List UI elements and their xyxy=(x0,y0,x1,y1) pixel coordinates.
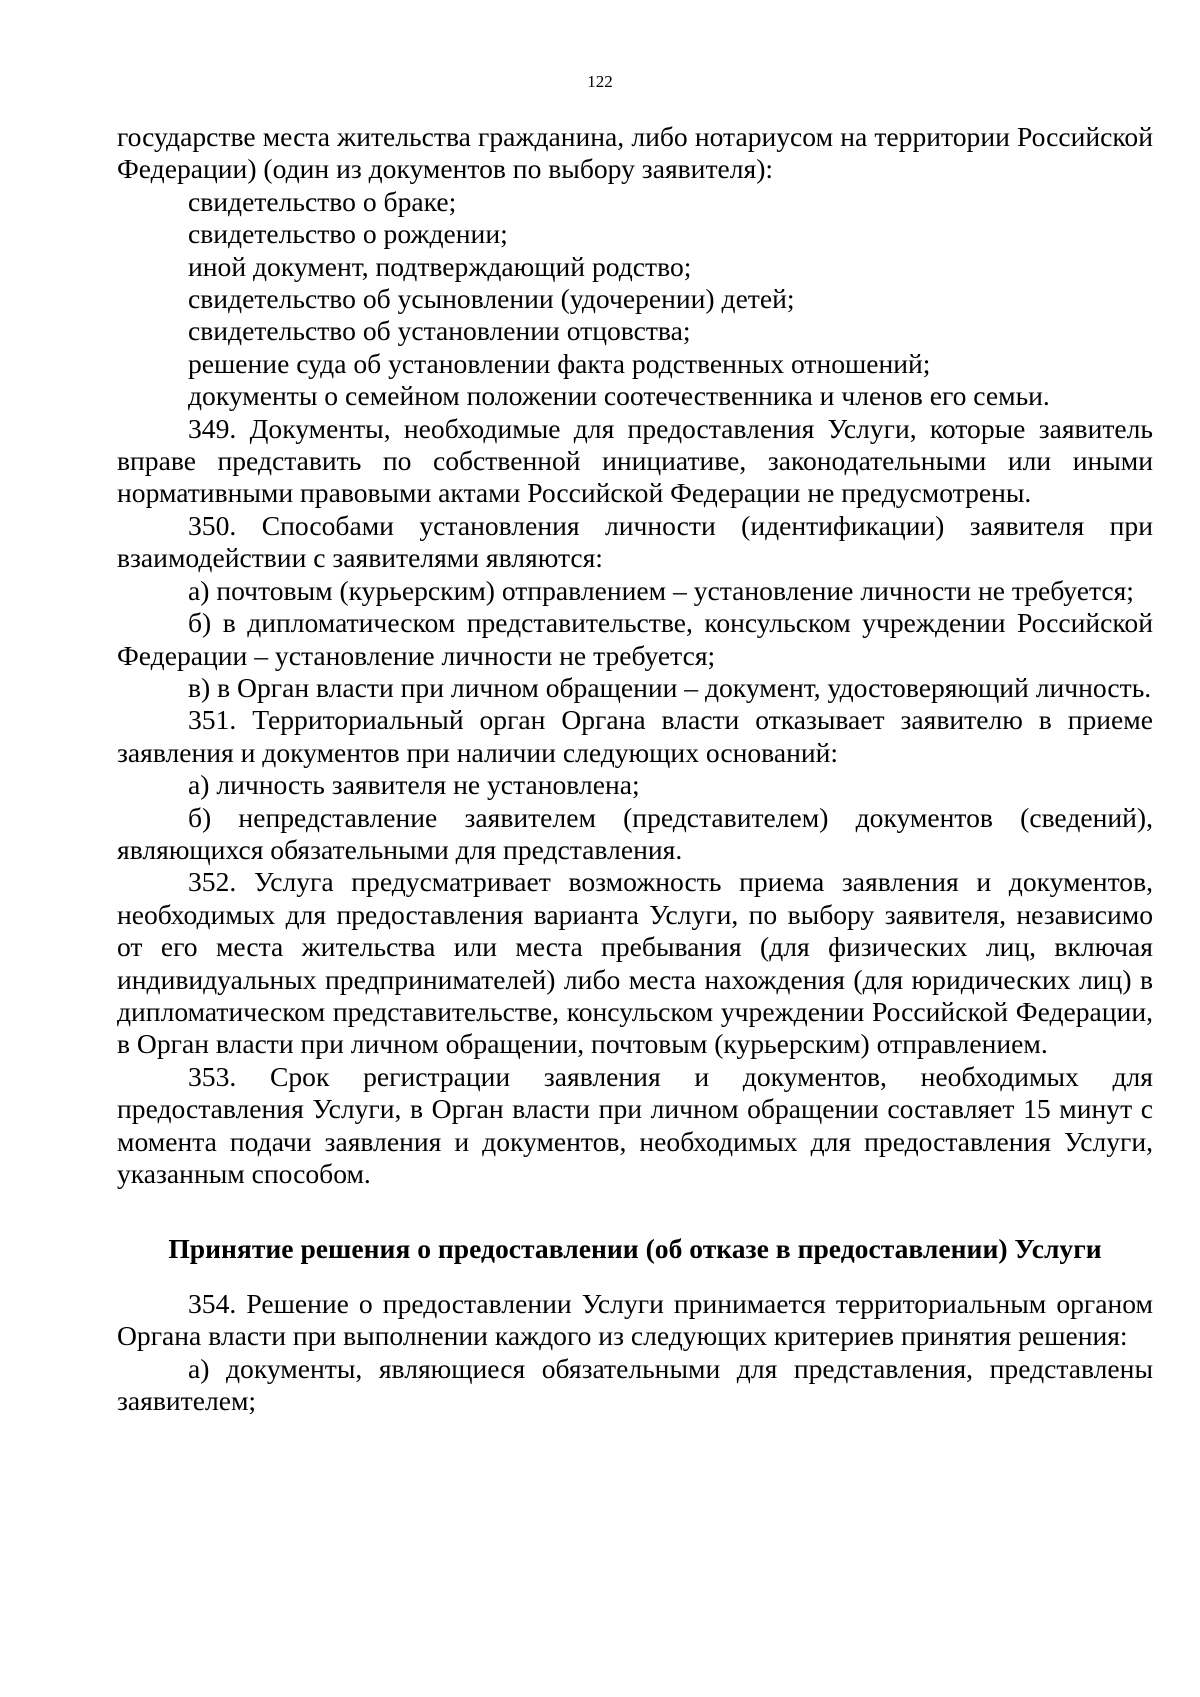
list-item: а) личность заявителя не установлена; xyxy=(188,769,640,801)
section-heading: Принятие решения о предоставлении (об отказе в предоставлении) Услуги xyxy=(168,1233,1102,1265)
list-item: иной документ, подтверждающий родство; xyxy=(188,250,692,282)
list-item: свидетельство об установлении отцовства; xyxy=(188,315,691,347)
paragraph: 354. Решение о предоставлении Услуги принимается территориальным органом Органа власти при выполнении каждого из следующих критериев принятия решения: xyxy=(117,1287,1153,1352)
list-item: б) в дипломатическом представительстве, консульском учреждении Российской Федерации – установление личности не требуется; xyxy=(117,607,1153,671)
list-item: документы о семейном положении соотечественника и членов его семьи. xyxy=(188,380,1050,412)
list-item: свидетельство о рождении; xyxy=(188,218,508,250)
list-item: свидетельство об усыновлении (удочерении) детей; xyxy=(188,283,795,315)
list-item: в) в Орган власти при личном обращении – документ, удостоверяющий личность. xyxy=(188,671,1152,703)
paragraph: 350. Способами установления личности (идентификации) заявителя при взаимодействии с заявителями являются: xyxy=(117,509,1153,574)
list-item: решение суда об установлении факта родственных отношений; xyxy=(188,347,931,379)
paragraph: 351. Территориальный орган Органа власти отказывает заявителю в приеме заявления и документов при наличии следующих оснований: xyxy=(117,704,1153,768)
document-body xyxy=(117,121,1153,1417)
list-item: а) документы, являющиеся обязательными для представления, представлены заявителем; xyxy=(117,1352,1153,1417)
paragraph: 352. Услуга предусматривает возможность приема заявления и документов, необходимых для предоставления варианта Услуги, по выбору заявителя, независимо от его места жительства или места пребывания (для физических лиц, включая индивидуальных предпринимателей) либо места нахождения (для юридических лиц) в дипломатическом представительстве, консульском учреждении Российской Федерации, в Орган власти при личном обращении, почтовым (курьерским) отправлением. xyxy=(117,866,1153,1060)
paragraph: государстве места жительства гражданина, либо нотариусом на территории Российской Федерации) (один из документов по выбору заявителя): xyxy=(117,121,1153,185)
paragraph: 353. Срок регистрации заявления и документов, необходимых для предоставления Услуги, в Орган власти при личном обращении составляет 15 минут с момента подачи заявления и документов, необходимых для предоставления Услуги, указанным способом. xyxy=(117,1060,1153,1189)
list-item: б) непредставление заявителем (представителем) документов (сведений), являющихся обязательными для представления. xyxy=(117,801,1153,865)
page-number: 122 xyxy=(587,72,613,91)
list-item: а) почтовым (курьерским) отправлением – установление личности не требуется; xyxy=(188,574,1134,606)
list-item: свидетельство о браке; xyxy=(188,185,457,217)
paragraph: 349. Документы, необходимые для предоставления Услуги, которые заявитель вправе представить по собственной инициативе, законодательными или иными нормативными правовыми актами Российской Федерации не предусмотрены. xyxy=(117,412,1153,509)
